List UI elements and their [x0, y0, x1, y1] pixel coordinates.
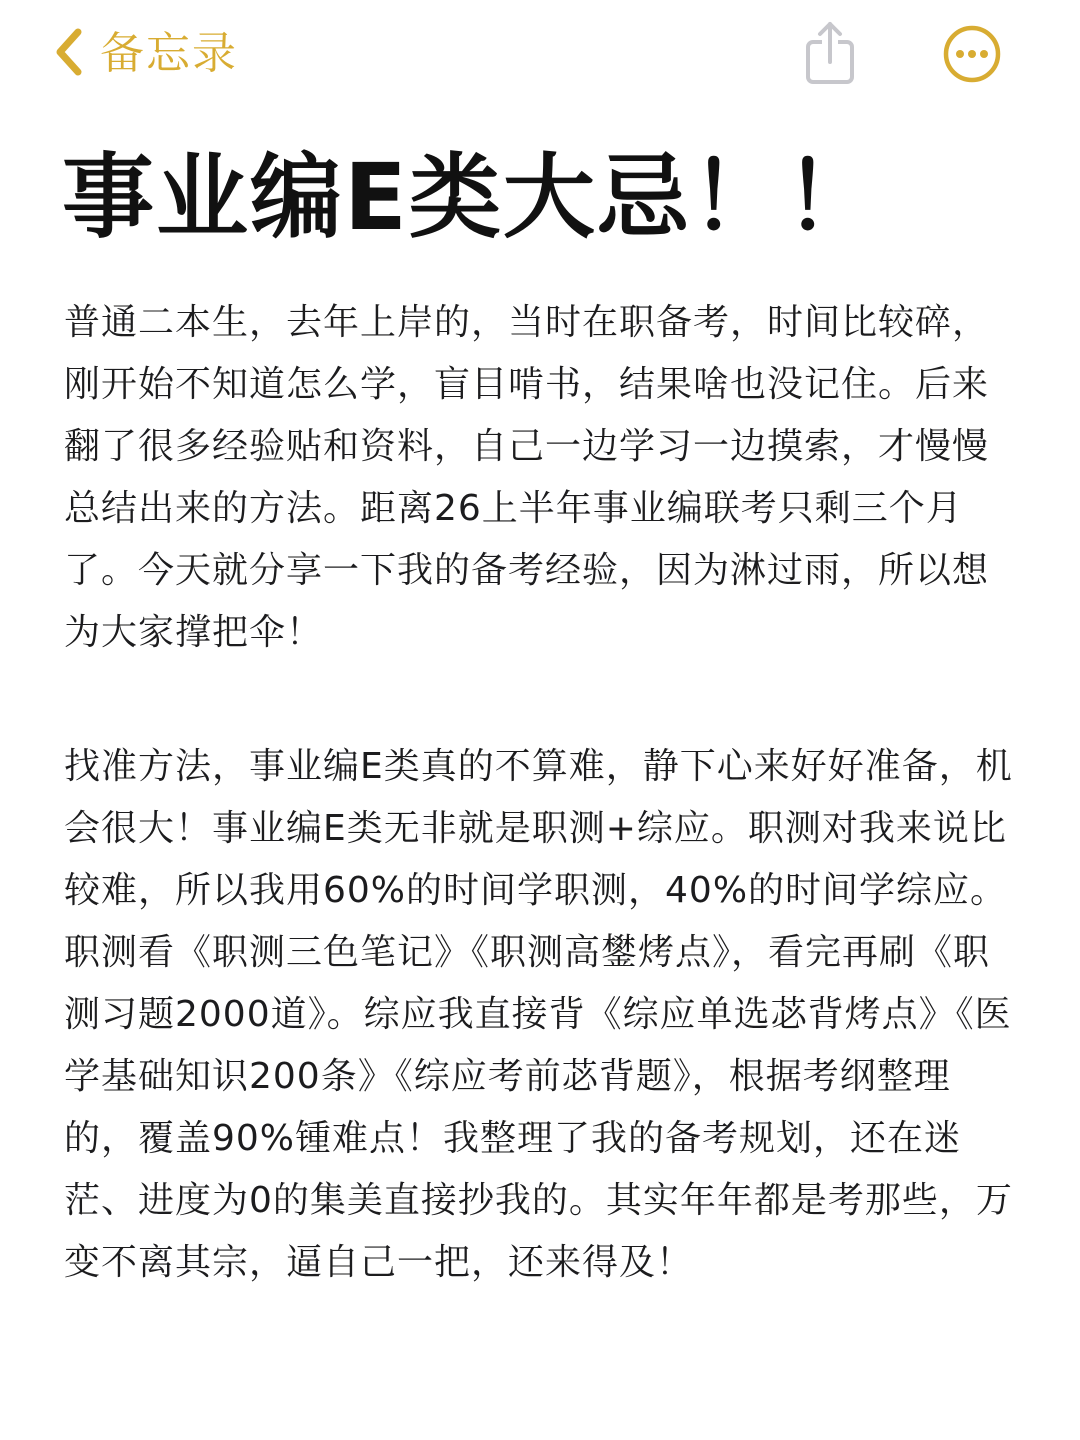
chevron-left-icon	[52, 26, 86, 82]
navigation-bar	[0, 0, 1080, 110]
more-button[interactable]	[942, 24, 1002, 84]
back-button[interactable]	[52, 22, 238, 86]
back-label: 备忘录	[100, 28, 238, 79]
note-paragraph: 找准方法，事业编E类真的不算难，静下心来好好准备，机会很大！事业编E类无非就是职测+综应。职测对我来说比较难，所以我用60%的时间学职测，40%的时间学综应。职测看《职测三色笔记》《职测高鐢烤点》，看完再刷《职测习题2000道》。综应我直接背《综应单选苾背烤点》《医学基础知识200条》《综应考前苾背题》，根据考纲整理的，覆盖90%锺难点！我整理了我的备考规划，还在迷茫、进度为0的集美直接抄我的。其实年年都是考那些，万变不离其宗，逼自己一把，还来得及！	[64, 746, 1013, 1283]
share-icon	[800, 18, 860, 88]
ellipsis-circle-icon	[942, 24, 1002, 84]
note-title: 事业编E类大忌！！	[62, 144, 879, 251]
share-button[interactable]	[800, 18, 860, 88]
note-paragraph: 普通二本生，去年上岸的，当时在职备考，时间比较碎，刚开始不知道怎么学，盲目啃书，结果啥也没记住。后来翻了很多经验贴和资料，自己一边学习一边摸索，才慢慢总结出来的方法。距离26上半年事业编联考只剩三个月了。今天就分享一下我的备考经验，因为淋过雨，所以想为大家撑把伞！	[64, 302, 990, 653]
